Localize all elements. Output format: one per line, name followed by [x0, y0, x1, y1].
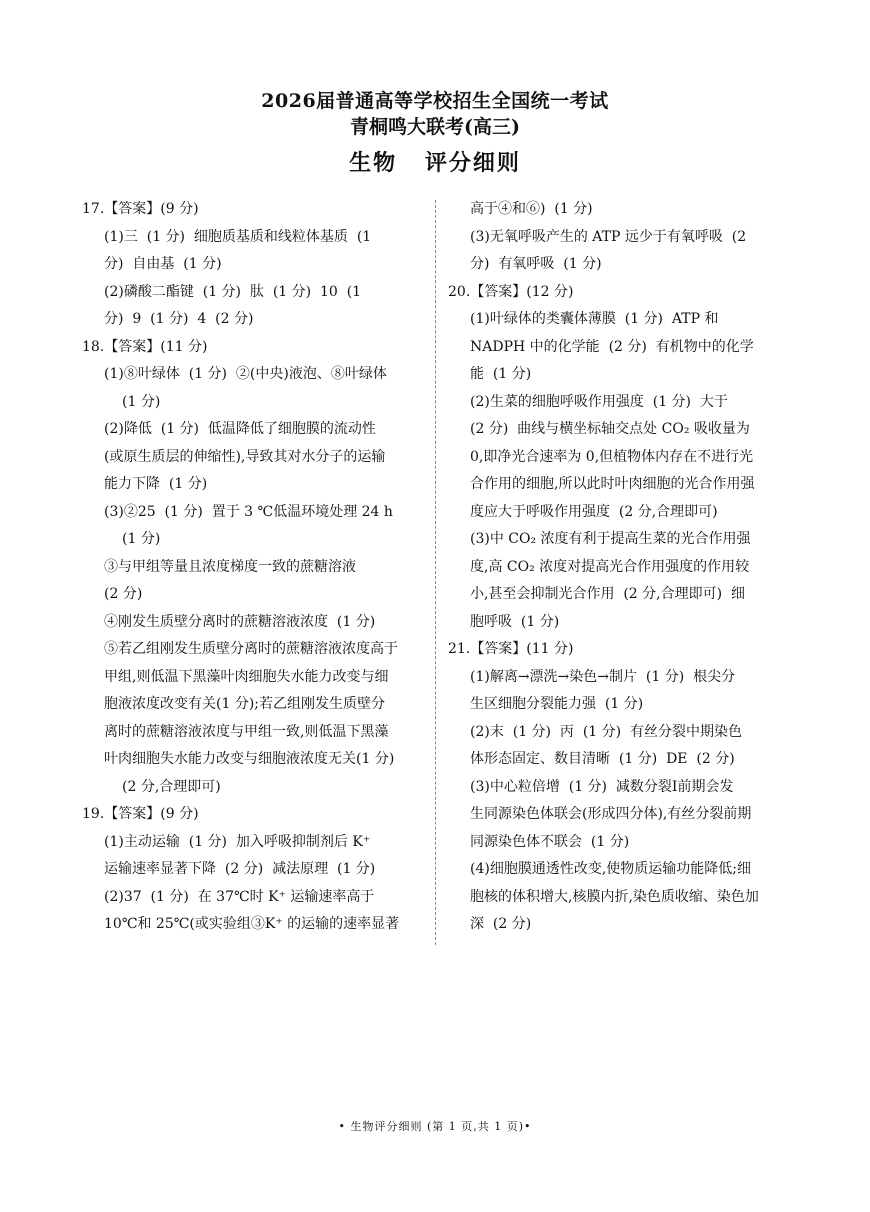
answer-line: (1 分) — [122, 531, 161, 547]
column-divider — [435, 200, 436, 945]
answer-line: (1)叶绿体的类囊体薄膜 (1 分) ATP 和 — [470, 311, 719, 327]
answer-line: (3)②25 (1 分) 置于 3 ℃低温环境处理 24 h — [104, 503, 393, 520]
answer-line: 生同源染色体联会(形成四分体),有丝分裂前期 — [470, 806, 752, 822]
answer-line: 分) 9 (1 分) 4 (2 分) — [104, 311, 254, 327]
answer-line: 胞液浓度改变有关(1 分);若乙组刚发生质壁分 — [104, 696, 385, 712]
question-heading: 19.【答案】(9 分) — [82, 806, 199, 822]
answer-line: 度,高 CO₂ 浓度对提高光合作用强度的作用较 — [470, 558, 750, 575]
answer-line: ⑤若乙组刚发生质壁分离时的蔗糖溶液浓度高于 — [104, 641, 398, 657]
answer-line: (2 分) — [104, 586, 143, 602]
answer-line: 分) 有氧呼吸 (1 分) — [470, 256, 602, 272]
answer-line: (2 分,合理即可) — [122, 778, 221, 795]
answer-line: NADPH 中的化学能 (2 分) 有机物中的化学 — [470, 338, 754, 355]
answer-line: 生区细胞分裂能力强 (1 分) — [470, 696, 644, 712]
answer-line: 离时的蔗糖溶液浓度与甲组一致,则低温下黑藻 — [104, 723, 389, 740]
answer-line: 胞核的体积增大,核膜内折,染色质收缩、染色加 — [470, 888, 759, 905]
page-footer: • 生物评分细则 (第 1 页,共 1 页)• — [338, 1120, 532, 1133]
answer-line: (1 分) — [122, 393, 161, 410]
answer-line: (1)⑧叶绿体 (1 分) ②(中央)液泡、⑧叶绿体 — [104, 366, 387, 382]
answer-line: (2)降低 (1 分) 低温降低了细胞膜的流动性 — [104, 421, 376, 437]
answer-line: (3)无氧呼吸产生的 ATP 远少于有氧呼吸 (2 — [470, 228, 747, 245]
subject-title: 生物 评分细则 — [349, 150, 521, 176]
question-heading: 21.【答案】(11 分) — [448, 641, 574, 657]
answer-line: (1)解离→漂洗→染色→制片 (1 分) 根尖分 — [470, 668, 736, 685]
answer-line: 小,甚至会抑制光合作用 (2 分,合理即可) 细 — [470, 586, 745, 602]
answer-line: (4)细胞膜通透性改变,使物质运输功能降低;细 — [470, 861, 751, 877]
question-heading: 18.【答案】(11 分) — [82, 338, 208, 355]
answer-line: (2)37 (1 分) 在 37℃时 K⁺ 运输速率高于 — [104, 888, 375, 905]
answer-line: 度应大于呼吸作用强度 (2 分,合理即可) — [470, 503, 718, 520]
answer-line: ④刚发生质壁分离时的蔗糖溶液浓度 (1 分) — [104, 613, 376, 630]
answer-line: ③与甲组等量且浓度梯度一致的蔗糖溶液 — [104, 558, 356, 575]
left-answer-column — [82, 196, 424, 939]
answer-line: 高于④和⑥) (1 分) — [470, 201, 593, 217]
answer-line: 体形态固定、数目清晰 (1 分) DE (2 分) — [470, 751, 735, 767]
answer-line: 甲组,则低温下黑藻叶肉细胞失水能力改变与细 — [104, 668, 389, 685]
answer-line: 胞呼吸 (1 分) — [470, 613, 560, 630]
exam-subtitle: 青桐鸣大联考(高三) — [350, 116, 520, 138]
answer-line: 叶肉细胞失水能力改变与细胞液浓度无关(1 分) — [104, 751, 395, 767]
answer-line: (2)生菜的细胞呼吸作用强度 (1 分) 大于 — [470, 393, 728, 410]
answer-line: (2)磷酸二酯键 (1 分) 肽 (1 分) 10 (1 — [104, 283, 362, 300]
answer-line: (2 分) 曲线与横坐标轴交点处 CO₂ 吸收量为 — [470, 421, 750, 437]
question-heading: 20.【答案】(12 分) — [448, 283, 574, 300]
answer-line: 同源染色体不联会 (1 分) — [470, 833, 630, 850]
answer-line: (3)中心粒倍增 (1 分) 减数分裂Ⅰ前期会发 — [470, 778, 734, 795]
answer-line: (或原生质层的伸缩性),导致其对水分子的运输 — [104, 448, 386, 465]
answer-line: 分) 自由基 (1 分) — [104, 256, 222, 272]
answer-line: 10℃和 25℃(或实验组③K⁺ 的运输的速率显著 — [104, 916, 400, 932]
answer-line: 能 (1 分) — [470, 366, 532, 382]
answer-line: 深 (2 分) — [470, 916, 532, 932]
answer-line: (3)中 CO₂ 浓度有利于提高生菜的光合作用强 — [470, 531, 751, 547]
answer-line: 能力下降 (1 分) — [104, 476, 208, 492]
question-heading: 17.【答案】(9 分) — [82, 201, 199, 217]
answer-line: (1)主动运输 (1 分) 加入呼吸抑制剂后 K⁺ — [104, 833, 371, 850]
answer-line: 合作用的细胞,所以此时叶肉细胞的光合作用强 — [470, 476, 755, 492]
exam-title: 2026届普通高等学校招生全国统一考试 — [261, 90, 609, 112]
right-answer-column — [448, 196, 790, 939]
answer-line: 0,即净光合速率为 0,但植物体内存在不进行光 — [470, 448, 754, 465]
answer-line: (2)末 (1 分) 丙 (1 分) 有丝分裂中期染色 — [470, 723, 742, 740]
answer-line: (1)三 (1 分) 细胞质基质和线粒体基质 (1 — [104, 228, 372, 245]
answer-line: 运输速率显著下降 (2 分) 减法原理 (1 分) — [104, 861, 376, 877]
